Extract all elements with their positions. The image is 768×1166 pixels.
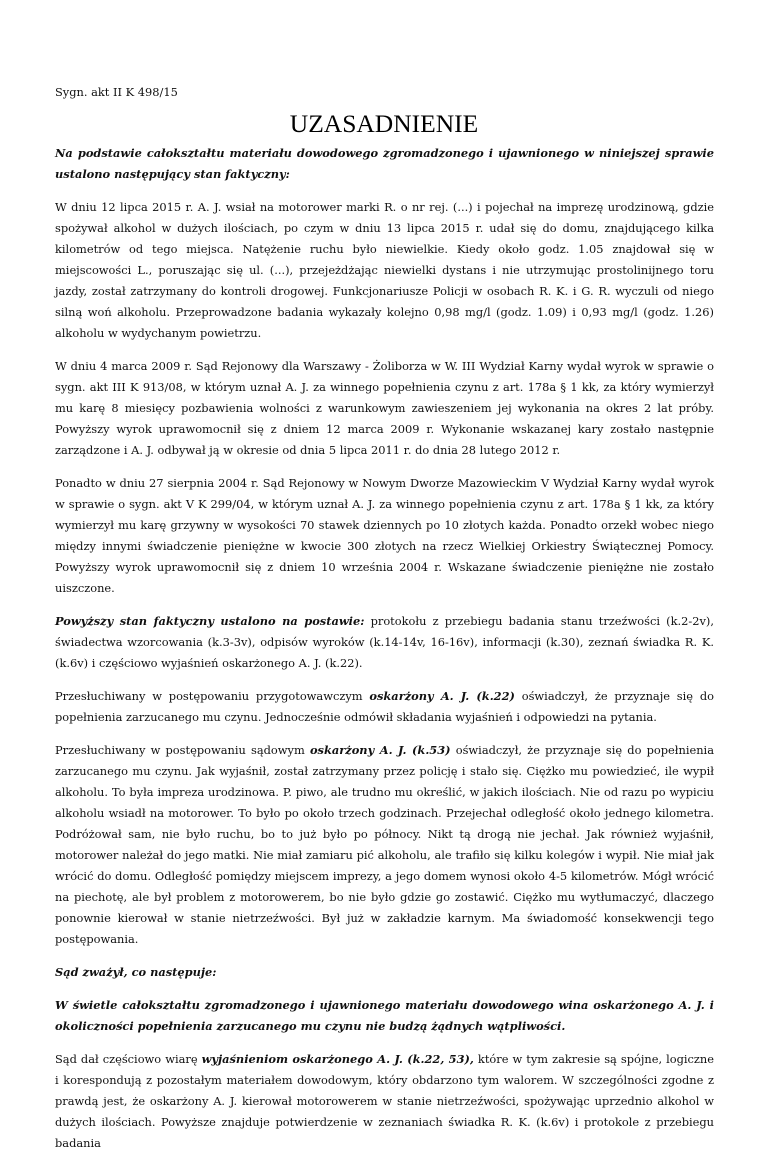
document-title: UZASADNIENIE — [289, 109, 479, 138]
pretrial-text-start: Przesłuchiwany w postępowaniu przygotowawczym — [55, 689, 370, 703]
paragraph-facts-2015: W dniu 12 lipca 2015 r. A. J. wsiał na motorower marki R. o nr rej. (...) i pojechał na imprezę urodzinową, gdzie spożywał alkohol w dużych ilościach, po czym w dniu 13 lipca 2015 r. udał się do domu, znajdującego kilka kilometrów od tego miejsca. Natężenie ruchu było niewielkie. Kiedy około godz. 1.05 znajdował się w miejscowości L., poruszając się ul. (...), przejeżdżając niewielki dystans i nie utrzymując prostolinijnego toru jazdy, został zatrzymany do kontroli drogowej. Funkcjonariusze Policji w osobach R. K. i G. R. wyczuli od niego silną woń alkoholu. Przeprowadzone badania wykazały kolejno 0,98 mg/l (godz. 1.09) i 0,93 mg/l (godz. 1.26) alkoholu w wydychanym powietrzu. — [55, 200, 714, 340]
credibility-text-end: które w tym zakresie są spójne, logiczne i korespondują z pozostałym materiałem dowodowym, który obdarzono tym walorem. W szczególności zgodne z prawdą jest, że oskarżony A. J. kierował motorowerem w stanie nietrzeźwości, spożywając uprzednio alkohol w dużych ilościach. Powyższe znajduje potwierdzenie w zeznaniach świadka R. K. (k.6v) i protokole z przebiegu badania — [55, 1052, 715, 1150]
document-body — [55, 143, 714, 1166]
paragraph-evidence-basis — [55, 611, 714, 674]
case-signature: Sygn. akt II K 498/15 — [55, 85, 178, 99]
court-defendant-ref: oskarżony A. J. (k.53) — [309, 743, 451, 757]
guilt-statement: W świetle całokształtu zgromadzonego i ujawnionego materiału dowodowego wina oskarżonego A. J. i okoliczności popełnienia zarzucanego mu czynu nie budzą żądnych wątpliwości. — [55, 998, 714, 1033]
court-text-start: Przesłuchiwany w postępowaniu sądowym — [55, 743, 310, 757]
pretrial-text-end: oświadczył, że przyznaje się do popełnienia zarzucanego mu czynu. Jednocześnie odmówił składania wyjaśnień i odpowiedzi na pytania. — [55, 689, 714, 724]
paragraph-judgment-2004: Ponadto w dniu 27 sierpnia 2004 r. Sąd Rejonowy w Nowym Dworze Mazowieckim V Wydział Karny wydał wyrok w sprawie o sygn. akt V K 299/04, w którym uznał A. J. za winnego popełnienia czynu z art. 178a § 1 kk, za który wymierzył mu karę grzywny w wysokości 70 stawek dziennych po 10 złotych każda. Ponadto orzekł wobec niego między innymi świadczenie pieniężne w kwocie 300 złotych na rzecz Wielkiej Orkiestry Świątecznej Pomocy. Powyższy wyrok uprawomocnił się z dniem 10 września 2004 r. Wskazane świadczenie pieniężne nie zostało uiszczone. — [55, 476, 714, 595]
evidence-basis-lead: Powyższy stan faktyczny ustalono na postawie: — [55, 614, 365, 628]
paragraph-judgment-2009: W dniu 4 marca 2009 r. Sąd Rejonowy dla Warszawy - Żoliborza w W. III Wydział Karny wydał wyrok w sprawie o sygn. akt III K 913/08, w którym uznał A. J. za winnego popełnienia czynu z art. 178a § 1 kk, za który wymierzył mu karę 8 miesięcy pozbawienia wolności z warunkowym zawieszeniem jej wykonania na okres 2 lat próby. Powyższy wyrok uprawomocnił się z dniem 12 marca 2009 r. Wykonanie wskazanej kary zostało następnie zarządzone i A. J. odbywał ją w okresie od dnia 5 lipca 2011 r. do dnia 28 lutego 2012 r. — [55, 359, 714, 457]
paragraph-credibility — [55, 1049, 714, 1154]
paragraph-court-testimony — [55, 740, 714, 950]
evidence-basis-text: protokołu z przebiegu badania stanu trzeźwości (k.2-2v), świadectwa wzorcowania (k.3-3v), odpisów wyroków (k.14-14v, 16-16v), informacji (k.30), zeznań świadka R. K. (k.6v) i częściowo wyjaśnień oskarżonego A. J. (k.22). — [55, 614, 714, 670]
paragraph-pretrial-testimony — [55, 686, 714, 728]
court-text-end: oświadczył, że przyznaje się do popełnienia zarzucanego mu czynu. Jak wyjaśnił, został zatrzymany przez policję i stało się. Ciężko mu powiedzieć, ile wypił alkoholu. To była impreza urodzinowa. P. piwo, ale trudno mu określić, w jakich ilościach. Nie od razu po wypiciu alkoholu wsiadł na motorower. To było po około trzech godzinach. Przejechał odległość około jednego kilometra. Podróżował sam, nie było ruchu, bo to już było po północy. Nikt tą drogą nie jechał. Jak również wyjaśnił, motorower należał do jego matki. Nie miał zamiaru pić alkoholu, ale trafiło się kilku kolegów i wypił. Nie miał jak wrócić do domu. Odległość pomiędzy miejscem imprezy, a jego domem wynosi około 4-5 kilometrów. Mógł wrócić na piechotę, ale był problem z motorowerem, bo nie było gdzie go zostawić. Ciężko mu wytłumaczyć, dlaczego ponownie kierował w stanie nietrzeźwości. Był już w zakładzie karnym. Ma świadomość konsekwencji tego postępowania. — [55, 743, 714, 946]
court-considerations-heading: Sąd zważył, co następuje: — [55, 965, 217, 979]
credibility-defendant-ref: wyjaśnieniom oskarżonego A. J. (k.22, 53), — [201, 1052, 474, 1066]
facts-intro-heading: Na podstawie całokształtu materiału dowodowego zgromadzonego i ujawnionego w niniejszej sprawie ustalono następujący stan faktyczny: — [55, 146, 714, 181]
pretrial-defendant-ref: oskarżony A. J. (k.22) — [369, 689, 515, 703]
credibility-text-start: Sąd dał częściowo wiarę — [55, 1052, 202, 1066]
